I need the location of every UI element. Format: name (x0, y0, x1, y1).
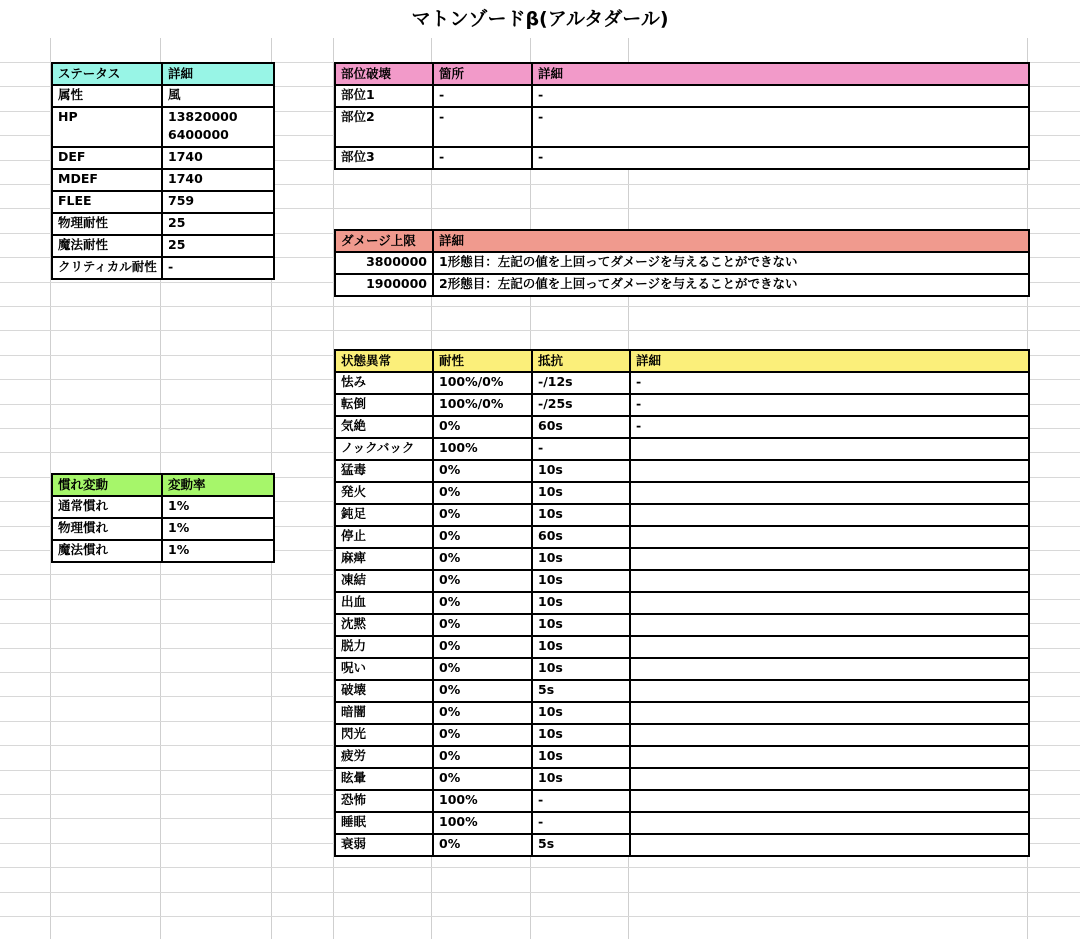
status-value: 25 (162, 213, 274, 235)
table-row (335, 438, 1029, 460)
ailment-detail: - (630, 372, 1029, 394)
ailment-duration: 10s (532, 504, 630, 526)
parts-header-cell: 詳細 (532, 63, 1029, 85)
damage-cap-detail: 2形態目：左記の値を上回ってダメージを与えることができない (433, 274, 1029, 296)
status-name: 魔法耐性 (52, 235, 162, 257)
ailment-resist: 0% (433, 592, 532, 614)
hp-value-1: 13820000 (168, 109, 238, 124)
table-row (52, 85, 274, 107)
ailment-resist: 100%/0% (433, 394, 532, 416)
ailment-duration: 5s (532, 680, 630, 702)
habituation-header-cell: 変動率 (162, 474, 274, 496)
ailment-name: ノックバック (335, 438, 433, 460)
ailment-resist: 0% (433, 570, 532, 592)
ailment-duration: 10s (532, 548, 630, 570)
ailment-duration: 10s (532, 460, 630, 482)
ailment-duration: 10s (532, 636, 630, 658)
ailment-duration: 10s (532, 724, 630, 746)
table-row (335, 592, 1029, 614)
ailments-header-cell: 抵抗 (532, 350, 630, 372)
ailment-name: 疲労 (335, 746, 433, 768)
table-row (335, 416, 1029, 438)
ailment-duration: 10s (532, 482, 630, 504)
damage-cap-header-cell: ダメージ上限 (335, 230, 433, 252)
ailments-header-cell: 状態異常 (335, 350, 433, 372)
table-row (335, 614, 1029, 636)
damage-cap-header-cell: 詳細 (433, 230, 1029, 252)
ailment-name: 凍結 (335, 570, 433, 592)
table-row (335, 274, 1029, 296)
status-value: 25 (162, 235, 274, 257)
part-location: - (433, 85, 532, 107)
table-row (335, 680, 1029, 702)
table-row (52, 235, 274, 257)
table-row (52, 169, 274, 191)
table-row (52, 147, 274, 169)
table-row (335, 790, 1029, 812)
status-name: MDEF (52, 169, 162, 191)
status-value: 1740 (162, 169, 274, 191)
habituation-rate: 1% (162, 540, 274, 562)
ailment-resist: 0% (433, 526, 532, 548)
ailment-detail (630, 504, 1029, 526)
ailment-duration: - (532, 790, 630, 812)
status-header-cell: ステータス (52, 63, 162, 85)
parts-table (334, 62, 1030, 170)
table-row (335, 658, 1029, 680)
ailment-detail (630, 592, 1029, 614)
status-name: HP (52, 107, 162, 147)
part-name: 部位3 (335, 147, 433, 169)
status-table (51, 62, 275, 280)
ailment-detail (630, 636, 1029, 658)
habituation-header-row (52, 474, 274, 496)
table-row (335, 702, 1029, 724)
status-name: 属性 (52, 85, 162, 107)
table-row (335, 724, 1029, 746)
ailment-resist: 0% (433, 658, 532, 680)
ailment-detail (630, 614, 1029, 636)
status-name: 物理耐性 (52, 213, 162, 235)
table-row (335, 504, 1029, 526)
table-row (335, 526, 1029, 548)
status-name: クリティカル耐性 (52, 257, 162, 279)
ailments-table (334, 349, 1030, 857)
part-detail: - (532, 147, 1029, 169)
table-row (52, 107, 274, 147)
part-detail: - (532, 85, 1029, 107)
ailment-resist: 100%/0% (433, 372, 532, 394)
ailment-duration: 10s (532, 768, 630, 790)
table-row (335, 252, 1029, 274)
ailment-resist: 0% (433, 482, 532, 504)
hp-value-2: 6400000 (168, 127, 229, 142)
ailment-resist: 0% (433, 680, 532, 702)
habituation-name: 物理慣れ (52, 518, 162, 540)
table-row (52, 518, 274, 540)
ailment-resist: 0% (433, 702, 532, 724)
status-value: 759 (162, 191, 274, 213)
ailment-duration: - (532, 812, 630, 834)
ailments-header-row (335, 350, 1029, 372)
ailment-resist: 0% (433, 460, 532, 482)
ailment-resist: 100% (433, 812, 532, 834)
part-location: - (433, 147, 532, 169)
table-row (335, 460, 1029, 482)
ailment-detail: - (630, 394, 1029, 416)
ailment-detail (630, 548, 1029, 570)
table-row (335, 394, 1029, 416)
habituation-header-cell: 慣れ変動 (52, 474, 162, 496)
table-row (335, 147, 1029, 169)
ailment-name: 停止 (335, 526, 433, 548)
ailment-resist: 0% (433, 834, 532, 856)
table-row (335, 636, 1029, 658)
ailment-duration: 10s (532, 614, 630, 636)
table-row (335, 548, 1029, 570)
ailment-duration: 60s (532, 416, 630, 438)
table-row (335, 834, 1029, 856)
ailment-detail (630, 834, 1029, 856)
ailment-name: 転倒 (335, 394, 433, 416)
ailment-resist: 0% (433, 636, 532, 658)
ailment-name: 衰弱 (335, 834, 433, 856)
habituation-name: 魔法慣れ (52, 540, 162, 562)
ailment-duration: 10s (532, 746, 630, 768)
ailment-name: 沈黙 (335, 614, 433, 636)
ailments-header-cell: 詳細 (630, 350, 1029, 372)
ailment-detail (630, 768, 1029, 790)
ailment-detail (630, 702, 1029, 724)
table-row (335, 85, 1029, 107)
ailment-name: 呪い (335, 658, 433, 680)
ailment-duration: - (532, 438, 630, 460)
table-row (52, 496, 274, 518)
ailments-header-cell: 耐性 (433, 350, 532, 372)
habituation-table (51, 473, 275, 563)
ailment-name: 発火 (335, 482, 433, 504)
ailment-resist: 100% (433, 790, 532, 812)
parts-header-row (335, 63, 1029, 85)
table-row (335, 768, 1029, 790)
ailment-name: 出血 (335, 592, 433, 614)
ailment-detail (630, 746, 1029, 768)
status-name: FLEE (52, 191, 162, 213)
damage-cap-header-row (335, 230, 1029, 252)
ailment-resist: 0% (433, 614, 532, 636)
status-value (162, 107, 274, 147)
part-location: - (433, 107, 532, 147)
ailment-detail (630, 482, 1029, 504)
table-row (52, 540, 274, 562)
ailment-name: 暗闇 (335, 702, 433, 724)
habituation-rate: 1% (162, 496, 274, 518)
ailment-name: 眩暈 (335, 768, 433, 790)
ailment-name: 恐怖 (335, 790, 433, 812)
ailment-detail (630, 570, 1029, 592)
table-row (335, 812, 1029, 834)
ailment-duration: 60s (532, 526, 630, 548)
table-row (335, 107, 1029, 147)
status-value: 1740 (162, 147, 274, 169)
ailment-name: 鈍足 (335, 504, 433, 526)
damage-cap-value: 1900000 (335, 274, 433, 296)
part-name: 部位2 (335, 107, 433, 147)
status-value: - (162, 257, 274, 279)
ailment-detail (630, 438, 1029, 460)
ailment-detail (630, 658, 1029, 680)
parts-header-cell: 箇所 (433, 63, 532, 85)
ailment-resist: 100% (433, 438, 532, 460)
damage-cap-table (334, 229, 1030, 297)
ailment-duration: 10s (532, 592, 630, 614)
ailment-duration: 10s (532, 570, 630, 592)
table-row (52, 213, 274, 235)
ailment-duration: 5s (532, 834, 630, 856)
ailment-duration: -/12s (532, 372, 630, 394)
table-row (335, 570, 1029, 592)
ailment-name: 麻痺 (335, 548, 433, 570)
table-row (335, 482, 1029, 504)
ailment-detail (630, 526, 1029, 548)
ailment-name: 睡眠 (335, 812, 433, 834)
part-name: 部位1 (335, 85, 433, 107)
status-header-row (52, 63, 274, 85)
ailment-name: 気絶 (335, 416, 433, 438)
ailment-resist: 0% (433, 724, 532, 746)
status-name: DEF (52, 147, 162, 169)
parts-header-cell: 部位破壊 (335, 63, 433, 85)
ailments-body (335, 372, 1029, 856)
part-detail: - (532, 107, 1029, 147)
ailment-name: 破壊 (335, 680, 433, 702)
damage-cap-value: 3800000 (335, 252, 433, 274)
ailment-resist: 0% (433, 768, 532, 790)
ailment-resist: 0% (433, 416, 532, 438)
ailment-resist: 0% (433, 504, 532, 526)
status-header-cell: 詳細 (162, 63, 274, 85)
ailment-detail (630, 724, 1029, 746)
damage-cap-detail: 1形態目：左記の値を上回ってダメージを与えることができない (433, 252, 1029, 274)
table-row (335, 372, 1029, 394)
table-row (335, 746, 1029, 768)
habituation-name: 通常慣れ (52, 496, 162, 518)
table-row (52, 191, 274, 213)
ailment-name: 猛毒 (335, 460, 433, 482)
ailment-duration: 10s (532, 702, 630, 724)
ailment-name: 閃光 (335, 724, 433, 746)
ailment-resist: 0% (433, 746, 532, 768)
ailment-duration: -/25s (532, 394, 630, 416)
ailment-detail (630, 460, 1029, 482)
ailment-resist: 0% (433, 548, 532, 570)
status-value: 風 (162, 85, 274, 107)
ailment-detail (630, 790, 1029, 812)
table-row (52, 257, 274, 279)
ailment-detail: - (630, 416, 1029, 438)
page-title: マトンゾードβ(アルタダール) (411, 8, 669, 30)
ailment-name: 脱力 (335, 636, 433, 658)
ailment-name: 怯み (335, 372, 433, 394)
ailment-detail (630, 812, 1029, 834)
habituation-rate: 1% (162, 518, 274, 540)
ailment-duration: 10s (532, 658, 630, 680)
ailment-detail (630, 680, 1029, 702)
